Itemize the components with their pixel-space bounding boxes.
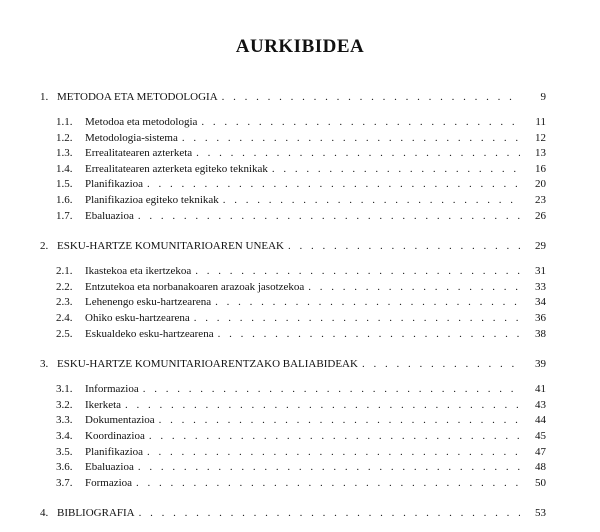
toc-section-2-3[interactable] bbox=[40, 295, 546, 311]
section-number: 1.3. bbox=[56, 147, 73, 160]
leader-dots bbox=[201, 115, 520, 131]
toc-section-1-5[interactable] bbox=[40, 177, 546, 193]
section-number: 3.5. bbox=[56, 445, 73, 458]
toc-section-3-6[interactable] bbox=[40, 460, 546, 476]
section-title: Ebaluazioa bbox=[85, 209, 134, 222]
leader-dots bbox=[147, 177, 520, 193]
page-number: 47 bbox=[535, 445, 546, 458]
toc-section-3-7[interactable] bbox=[40, 476, 546, 492]
leader-dots bbox=[218, 327, 520, 343]
section-title: Lehenengo esku-hartzearena bbox=[85, 296, 212, 309]
page-number: 13 bbox=[535, 147, 546, 160]
page-number: 29 bbox=[535, 240, 546, 253]
page-number: 11 bbox=[535, 116, 546, 128]
section-number: 1.6. bbox=[56, 193, 73, 206]
page-number: 33 bbox=[535, 280, 546, 293]
toc-section-1-3[interactable] bbox=[40, 146, 546, 162]
leader-dots bbox=[362, 356, 520, 373]
section-title: Errealitatearen azterketa bbox=[85, 147, 193, 160]
section-number: 3.2. bbox=[56, 398, 73, 411]
section-number: 3.4. bbox=[56, 429, 73, 442]
toc-section-2-1[interactable] bbox=[40, 264, 546, 280]
leader-dots bbox=[139, 505, 520, 522]
leader-dots bbox=[223, 193, 520, 209]
section-number: 3.7. bbox=[56, 476, 73, 489]
toc-section-1-1[interactable] bbox=[40, 115, 546, 131]
page-number: 45 bbox=[535, 429, 546, 442]
page-number: 20 bbox=[535, 178, 546, 191]
toc-section-3-4[interactable] bbox=[40, 429, 546, 445]
section-number: 3.3. bbox=[56, 414, 73, 427]
leader-dots bbox=[222, 89, 520, 106]
section-title: Eskualdeko esku-hartzearena bbox=[85, 327, 214, 340]
section-title: Dokumentazioa bbox=[85, 414, 155, 427]
leader-dots bbox=[288, 238, 520, 255]
section-title: Planifikazioa egiteko teknikak bbox=[85, 193, 219, 206]
leader-dots bbox=[143, 382, 520, 398]
section-number: 1.1. bbox=[56, 116, 73, 128]
page-number: 12 bbox=[535, 131, 546, 144]
leader-dots bbox=[308, 280, 520, 296]
section-number: 1.7. bbox=[56, 209, 73, 222]
toc-chapter-3[interactable] bbox=[40, 356, 546, 373]
leader-dots bbox=[159, 413, 520, 429]
table-of-contents bbox=[40, 89, 546, 522]
page-number: 26 bbox=[535, 209, 546, 222]
toc-section-3-1[interactable] bbox=[40, 382, 546, 398]
page-number: 48 bbox=[535, 461, 546, 474]
page-number: 44 bbox=[535, 414, 546, 427]
page-number: 16 bbox=[535, 162, 546, 175]
toc-section-3-5[interactable] bbox=[40, 445, 546, 461]
section-title: Formazioa bbox=[85, 476, 133, 489]
page-number: 23 bbox=[535, 193, 546, 206]
chapter-title: BIBLIOGRAFIA bbox=[57, 507, 135, 520]
leader-dots bbox=[272, 162, 520, 178]
section-title: Ebaluazioa bbox=[85, 461, 134, 474]
toc-section-2-5[interactable] bbox=[40, 327, 546, 343]
leader-dots bbox=[196, 146, 520, 162]
page-number: 38 bbox=[535, 327, 546, 340]
section-title: Ohiko esku-hartzearena bbox=[85, 311, 190, 324]
page-number: 50 bbox=[535, 476, 546, 489]
chapter-number: 1. bbox=[40, 91, 49, 103]
chapter-title: ESKU-HARTZE KOMUNITARIOAREN UNEAK bbox=[57, 240, 284, 253]
page-number: 39 bbox=[535, 358, 546, 371]
section-number: 2.3. bbox=[56, 296, 73, 309]
page-number: 36 bbox=[535, 311, 546, 324]
section-number: 2.4. bbox=[56, 311, 73, 324]
chapter-title: METODOA ETA METODOLOGIA bbox=[57, 91, 218, 103]
section-title: Planifikazioa bbox=[85, 445, 144, 458]
toc-section-1-2[interactable] bbox=[40, 131, 546, 147]
section-number: 2.1. bbox=[56, 265, 73, 278]
section-number: 1.5. bbox=[56, 178, 73, 191]
page-title: AURKIBIDEA bbox=[235, 36, 365, 57]
section-title: Planifikazioa bbox=[85, 178, 144, 191]
toc-section-2-4[interactable] bbox=[40, 311, 546, 327]
section-title: Entzutekoa eta norbanakoaren arazoak jasotzekoa bbox=[85, 280, 305, 293]
page-number: 34 bbox=[535, 296, 546, 309]
section-title: Metodoa eta metodologia bbox=[85, 116, 198, 128]
section-number: 2.2. bbox=[56, 280, 73, 293]
chapter-title: ESKU-HARTZE KOMUNITARIOARENTZAKO BALIABIDEAK bbox=[57, 358, 358, 371]
toc-section-1-7[interactable] bbox=[40, 209, 546, 225]
leader-dots bbox=[147, 445, 520, 461]
leader-dots bbox=[194, 311, 520, 327]
leader-dots bbox=[138, 460, 520, 476]
leader-dots bbox=[138, 209, 520, 225]
page-number: 41 bbox=[535, 383, 546, 396]
page-number: 31 bbox=[535, 265, 546, 278]
section-title: Metodologia-sistema bbox=[85, 131, 178, 144]
leader-dots bbox=[215, 295, 520, 311]
leader-dots bbox=[125, 398, 520, 414]
section-number: 1.4. bbox=[56, 162, 73, 175]
section-title: Ikastekoa eta ikertzekoa bbox=[85, 265, 192, 278]
section-number: 3.6. bbox=[56, 461, 73, 474]
toc-chapter-1[interactable] bbox=[40, 89, 546, 106]
leader-dots bbox=[136, 476, 520, 492]
leader-dots bbox=[195, 264, 520, 280]
toc-chapter-2[interactable] bbox=[40, 238, 546, 255]
chapter-number: 2. bbox=[40, 240, 49, 253]
toc-section-3-2[interactable] bbox=[40, 398, 546, 414]
toc-section-3-3[interactable] bbox=[40, 413, 546, 429]
chapter-number: 3. bbox=[40, 358, 49, 371]
page-number: 43 bbox=[535, 398, 546, 411]
toc-section-2-2[interactable] bbox=[40, 280, 546, 296]
leader-dots bbox=[149, 429, 520, 445]
section-title: Informazioa bbox=[85, 383, 139, 396]
section-title: Koordinazioa bbox=[85, 429, 145, 442]
toc-section-1-4[interactable] bbox=[40, 162, 546, 178]
section-number: 2.5. bbox=[56, 327, 73, 340]
toc-section-1-6[interactable] bbox=[40, 193, 546, 209]
section-number: 1.2. bbox=[56, 131, 73, 144]
section-number: 3.1. bbox=[56, 383, 73, 396]
page-number: 9 bbox=[540, 91, 546, 103]
section-title: Ikerketa bbox=[85, 398, 122, 411]
chapter-number: 4. bbox=[40, 507, 49, 520]
toc-chapter-4[interactable] bbox=[40, 505, 546, 522]
page-number: 53 bbox=[535, 507, 546, 520]
section-title: Errealitatearen azterketa egiteko teknikak bbox=[85, 162, 268, 175]
leader-dots bbox=[182, 131, 520, 147]
